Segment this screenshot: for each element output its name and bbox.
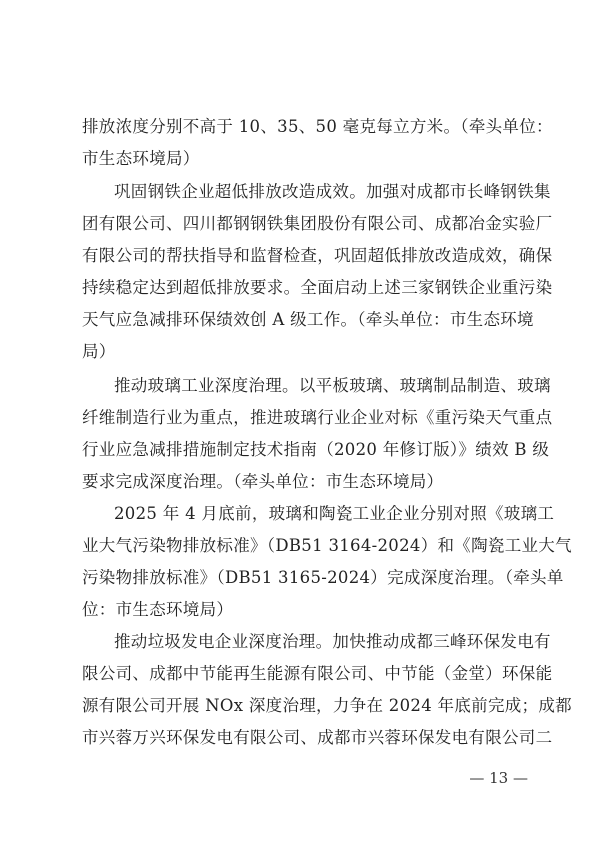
text-line-11: 行业应急减排措施制定技术指南（2020 年修订版）》绩效 B 级 (82, 440, 550, 459)
text-line-12: 要求完成深度治理。（牵头单位：市生态环境局） (82, 472, 444, 491)
text-line-16: 位：市生态环境局） (82, 600, 234, 619)
text-line-6: 持续稳定达到超低排放要求。全面启动上述三家钢铁企业重污染 (82, 278, 553, 297)
paragraph-2025-line: 2025 年 4 月底前，玻璃和陶瓷工业企业分别对照《玻璃工 (114, 504, 555, 523)
paragraph-steel-heading-line: 巩固钢铁企业超低排放改造成效。加强对成都市长峰钢铁集 (114, 182, 551, 201)
paragraph-waste-power-heading-line: 推动垃圾发电企业深度治理。加快推动成都三峰环保发电有 (114, 632, 551, 651)
text-line-1: 排放浓度分别不高于 10、35、50 毫克每立方米。（牵头单位： (82, 117, 553, 136)
text-line-7: 天气应急减排环保绩效创 A 级工作。（牵头单位：市生态环境 (82, 310, 534, 329)
text-line-20: 市兴蓉万兴环保发电有限公司、成都市兴蓉环保发电有限公司二 (82, 728, 553, 747)
text-line-10: 纤维制造行业为重点，推进玻璃行业企业对标《重污染天气重点 (82, 408, 553, 427)
paragraph-glass-heading-line: 推动玻璃工业深度治理。以平板玻璃、玻璃制品制造、玻璃 (114, 376, 551, 395)
text-line-4: 团有限公司、四川都钢钢铁集团股份有限公司、成都冶金实验厂 (82, 214, 553, 233)
text-line-19: 源有限公司开展 NOx 深度治理，力争在 2024 年底前完成；成都 (82, 696, 572, 715)
text-line-18: 限公司、成都中节能再生能源有限公司、中节能（金堂）环保能 (82, 664, 553, 683)
text-line-14: 业大气污染物排放标准》（DB51 3164-2024）和《陶瓷工业大气 (82, 536, 572, 555)
text-line-5: 有限公司的帮扶指导和监督检查，巩固超低排放改造成效，确保 (82, 246, 553, 265)
text-line-2: 市生态环境局） (82, 149, 200, 168)
text-line-8: 局） (82, 342, 116, 361)
text-line-15: 污染物排放标准》（DB51 3165-2024）完成深度治理。（牵头单 (82, 568, 564, 587)
page-number: — 13 — (469, 769, 528, 787)
